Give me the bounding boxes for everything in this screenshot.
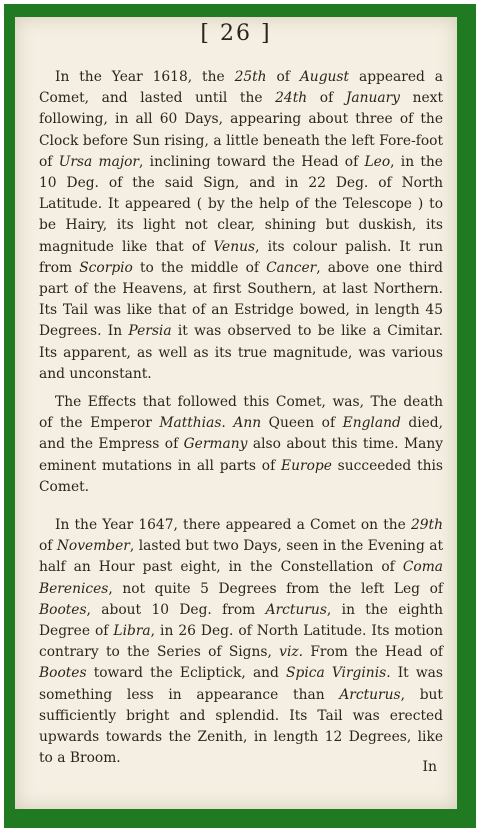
italic-term: November xyxy=(56,538,130,555)
text-segment: In the Year 1618, the xyxy=(55,69,235,85)
text-segment: of xyxy=(307,90,346,107)
text-segment: . xyxy=(221,415,234,432)
page-number: [ 26 ] xyxy=(200,21,272,46)
text-segment: From the Head of xyxy=(303,644,443,661)
catchword: In xyxy=(422,759,437,775)
text-segment: , in the eighth Degree of xyxy=(39,601,443,640)
text-segment: , its colour palish. It run from xyxy=(39,238,443,276)
paragraph-effects xyxy=(39,392,443,498)
text-segment: , in the 10 Deg. of the said Sign, and in 22 Deg. of North Latitude. It appeared ( by the help of the Telescope ) to be Hairy, its light not clear, shining but duskish, its magnitude like that of xyxy=(39,153,443,255)
text-segment: Queen of xyxy=(261,415,343,432)
italic-term: England xyxy=(342,415,401,432)
italic-term: Arcturus xyxy=(339,686,401,703)
italic-term: Europe xyxy=(281,457,332,474)
text-segment: appeared a Comet, and lasted until the xyxy=(39,69,443,107)
italic-term: 25th xyxy=(234,69,267,85)
italic-term: 29th xyxy=(411,517,443,533)
italic-term: Leo xyxy=(364,153,391,170)
italic-term: 24th xyxy=(275,90,308,107)
text-segment: to the middle of xyxy=(132,259,267,276)
italic-term: Bootes xyxy=(39,601,87,618)
italic-term: Libra xyxy=(113,623,151,640)
italic-term: Ann xyxy=(233,415,262,432)
text-segment: , above one third part of the Heavens, at first Southern, at last Northern. Its Tail was like that of an Estridge bowed, in length 45 Degrees. In xyxy=(39,259,444,340)
italic-term: viz. xyxy=(279,644,304,661)
italic-term: Matthias xyxy=(159,415,222,432)
text-segment: toward the Ecliptick, and xyxy=(86,665,287,682)
text-segment: of xyxy=(39,538,57,555)
text-segment: next following, in all 60 Days, appearing about three of the Clock before Sun rising, a little beneath the left Fore-foot of xyxy=(39,90,443,170)
text-segment: In the Year 1647, there appeared a Comet on the xyxy=(55,517,411,533)
paragraph-comet-1618 xyxy=(39,67,443,385)
text-segment: , lasted but two Days, seen in the Evening at half an Hour past eight, in the Constellation of xyxy=(39,538,443,576)
text-segment: it was observed to be like a Cimitar. Its apparent, as well as its true magnitude, was various and unconstant. xyxy=(39,323,443,382)
text-segment: also about this time. Many eminent mutations in all parts of xyxy=(39,436,444,474)
italic-term: Coma Berenices xyxy=(39,559,443,597)
text-segment: , in 26 Deg. of North Latitude. Its motion contrary to the Series of Signs, xyxy=(39,623,444,661)
text-segment: of xyxy=(266,69,300,85)
text-segment: . It was something less in appearance than xyxy=(39,665,443,703)
italic-term: Venus xyxy=(213,238,256,255)
book-page xyxy=(15,17,457,809)
italic-term: August xyxy=(299,69,350,85)
text-segment: , not quite 5 Degrees from the left Leg of xyxy=(108,580,443,597)
italic-term: Bootes xyxy=(39,665,87,682)
text-segment: , but sufficiently bright and splendid. Its Tail was erected upwards towards the Zenith, in length 12 Degrees, like to a Broom. xyxy=(39,686,443,767)
text-segment: The Effects that followed this Comet, was, The death of the Emperor xyxy=(39,394,443,432)
italic-term: Germany xyxy=(183,436,248,453)
italic-term: Scorpio xyxy=(79,259,133,276)
text-segment: , inclining toward the Head of xyxy=(139,153,365,170)
paragraph-comet-1647 xyxy=(39,515,443,769)
italic-term: Persia xyxy=(128,323,172,340)
text-segment: succeeded this Comet. xyxy=(39,457,443,495)
italic-term: Cancer xyxy=(266,259,317,276)
italic-term: Arcturus xyxy=(265,601,327,618)
italic-term: Spica Virginis xyxy=(286,665,387,682)
italic-term: Ursa major xyxy=(58,153,139,170)
italic-term: January xyxy=(345,90,400,107)
text-segment: died, and the Empress of xyxy=(39,415,443,453)
text-segment: , about 10 Deg. from xyxy=(86,601,266,618)
